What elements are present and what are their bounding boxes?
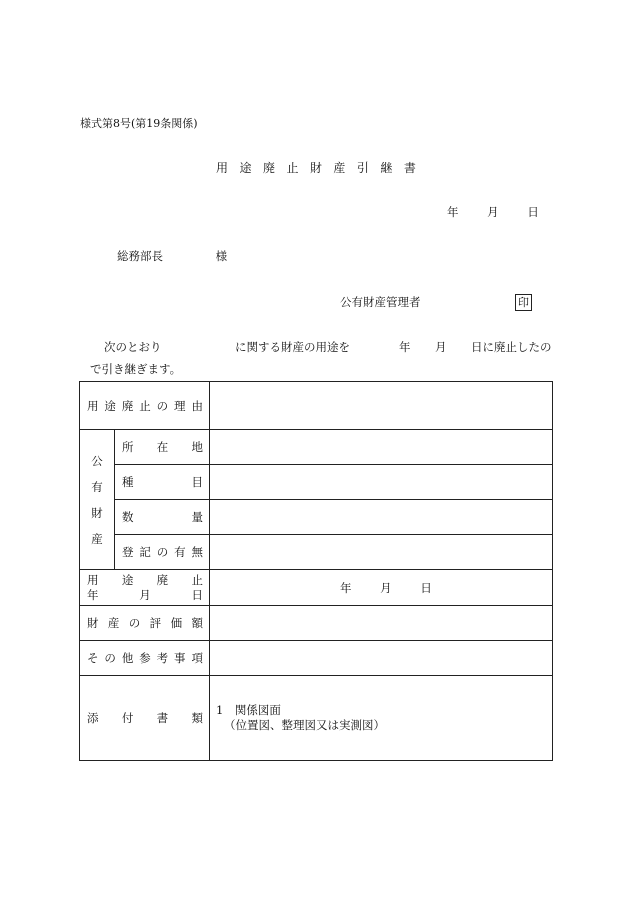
seal-mark: 印	[515, 294, 532, 311]
category-value	[210, 465, 553, 500]
intro-tail: 日に廃止したの	[471, 340, 552, 354]
sender-label: 公有財産管理者	[340, 295, 421, 309]
abolition-date-value	[210, 570, 553, 606]
table-row-other	[80, 641, 553, 676]
reason-label: 用 途 廃 止 の 理 由	[87, 398, 203, 413]
attachments-value	[210, 676, 553, 761]
date-day: 日	[527, 205, 539, 219]
valuation-value	[210, 606, 553, 641]
table-row-quantity	[80, 500, 553, 535]
public-property-label: 公 有 財 産	[91, 453, 103, 546]
property-transfer-table	[79, 381, 553, 761]
attachments-line1: 1 関係図面	[216, 703, 281, 717]
table-row-attachments	[80, 676, 553, 761]
registration-value	[210, 535, 553, 570]
other-label: そ の 他 参 考 事 項	[87, 651, 203, 665]
table-row-registration	[80, 535, 553, 570]
valuation-label: 財 産 の 評 価 額	[87, 616, 203, 630]
registration-label: 登 記 の 有 無	[122, 545, 203, 559]
reason-value	[210, 382, 553, 430]
date-line	[447, 207, 539, 219]
addressee-name: 総務部長	[117, 249, 163, 263]
location-value	[210, 430, 553, 465]
document-title: 用 途 廃 止 財 産 引 継 書	[216, 161, 416, 175]
table-row-valuation	[80, 606, 553, 641]
intro-part1: 次のとおり	[104, 340, 162, 354]
attachments-line2: （位置図、整理図又は実測図）	[224, 718, 385, 732]
intro-month: 月	[435, 340, 447, 354]
quantity-value	[210, 500, 553, 535]
intro-part2: に関する財産の用途を	[235, 340, 350, 354]
location-label: 所 在 地	[122, 440, 203, 454]
intro-year: 年	[399, 340, 411, 354]
table-row-location	[80, 430, 553, 465]
abolition-year: 年	[340, 580, 352, 595]
addressee-honorific: 様	[215, 249, 228, 263]
date-month: 月	[487, 205, 499, 219]
attachments-label: 添 付 書 類	[87, 711, 203, 725]
form-number: 様式第8号(第19条関係)	[80, 117, 198, 130]
quantity-label: 数 量	[122, 510, 203, 524]
other-value	[210, 641, 553, 676]
table-row-category	[80, 465, 553, 500]
abolition-date-label-line1: 用 途 廃 止	[87, 572, 203, 587]
table-row-reason	[80, 382, 553, 430]
table-row-abolition-date	[80, 570, 553, 606]
date-year: 年	[447, 205, 459, 219]
category-label: 種 目	[122, 475, 203, 489]
abolition-date-label-line2: 年 月 日	[87, 587, 203, 602]
intro-line2: で引き継ぎます。	[90, 362, 182, 376]
addressee	[117, 251, 227, 263]
abolition-month: 月	[380, 580, 392, 595]
abolition-day: 日	[420, 580, 432, 595]
